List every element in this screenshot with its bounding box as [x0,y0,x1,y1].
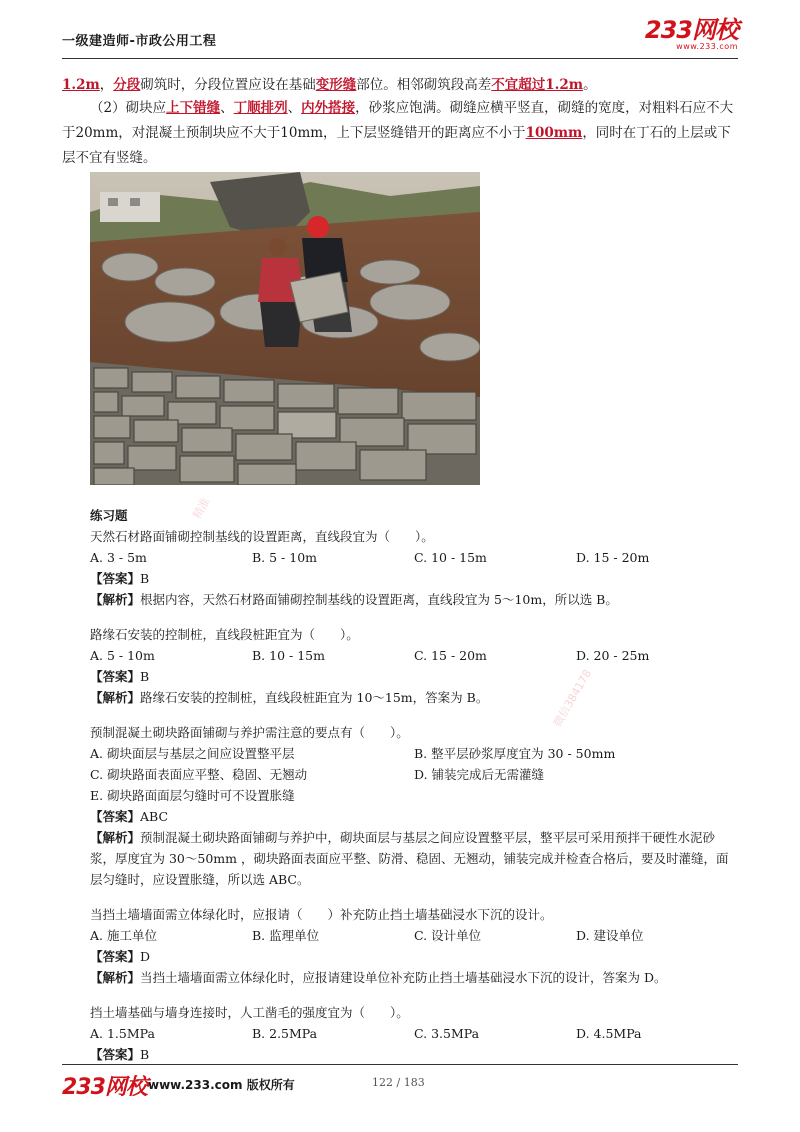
question-options [90,645,730,666]
analysis-line [90,827,730,890]
question-1 [90,526,730,610]
analysis-label: 【解析】 [90,690,141,705]
option-d: D. 20 - 25m [576,648,650,663]
brand-logo-url: www.233.com [676,42,738,51]
highlight-term: 丁顺排列 [233,100,288,116]
question-options [90,547,730,568]
text-run: 。 [583,77,597,93]
footer-brand-logo: 233网校 [62,1075,147,1100]
answer-value: B [140,669,150,684]
analysis-label: 【解析】 [90,830,141,845]
option-d: D. 4.5MPa [576,1026,642,1041]
highlight-term: 100mm [525,125,583,141]
highlight-term: 不宜超过1.2m [491,77,584,93]
text-run: ，砂浆应饱满。砌缝应横平竖直，砌缝的宽度，对粗料石应不大于20mm，对混凝土预制块应不大于10mm，上下层竖缝错开的距离应不小于 [62,100,734,141]
option-b: B. 整平层砂浆厚度宜为 30 - 50mm [414,746,616,761]
footer-divider [62,1064,738,1065]
stone-masonry-photo [90,172,480,485]
stone-masonry-illustration [90,172,480,485]
question-2 [90,624,730,708]
text-run: ， [99,77,114,93]
option-c: C. 砌块路面表面应平整、稳固、无翘动 [90,767,308,782]
option-a: A. 施工单位 [90,928,157,943]
option-d: D. 15 - 20m [576,550,650,565]
watermark-text: 微信384178 [550,667,595,730]
intro-paragraph-1 [62,73,742,98]
question-text: 当挡土墙墙面需立体绿化时，应报请（ ）补充防止挡土墙基础浸水下沉的设计。 [90,907,553,922]
text-run: 、 [287,100,302,116]
answer-value: D [140,949,151,964]
option-c: C. 10 - 15m [414,550,487,565]
option-b: B. 10 - 15m [252,648,325,663]
question-options [90,925,730,946]
highlight-term: 变形缝 [315,77,357,93]
option-d: D. 建设单位 [576,928,644,943]
answer-label: 【答案】 [90,809,141,824]
answer-value: ABC [140,809,169,824]
question-4 [90,904,730,988]
highlight-term: 分段 [113,77,141,93]
question-5 [90,1002,730,1065]
document-header-title: 一级建造师-市政公用工程 [62,34,217,49]
watermark-text: 精准 [190,495,213,522]
text-run: 砌筑时，分段位置应设在基础 [140,77,316,93]
answer-line [90,1044,730,1065]
analysis-label: 【解析】 [90,970,141,985]
option-c: C. 3.5MPa [414,1026,480,1041]
option-b: B. 2.5MPa [252,1026,318,1041]
option-a: A. 5 - 10m [90,648,155,663]
answer-line [90,806,730,827]
highlight-term: 1.2m [62,77,100,93]
highlight-term: 上下错缝 [166,100,221,116]
exercises-heading: 练习题 [90,508,128,523]
question-options [90,1023,730,1044]
analysis-line [90,687,730,708]
analysis-label: 【解析】 [90,592,141,607]
text-run: （2）砌块应 [90,100,167,116]
option-b: B. 监理单位 [252,928,320,943]
page-number: 122 / 183 [372,1076,425,1089]
option-d: D. 铺装完成后无需灌缝 [414,767,545,782]
analysis-text: 当挡土墙墙面需立体绿化时，应报请建设单位补充防止挡土墙基础浸水下沉的设计，答案为 D。 [140,970,667,985]
question-3 [90,722,730,890]
question-text: 预制混凝土砌块路面铺砌与养护需注意的要点有（ ）。 [90,725,409,740]
intro-paragraph-2 [62,96,742,171]
answer-line [90,568,730,589]
option-a: A. 3 - 5m [90,550,147,565]
question-text: 挡土墙基础与墙身连接时，人工凿毛的强度宜为（ ）。 [90,1005,409,1020]
analysis-text: 路缘石安装的控制桩，直线段桩距宜为 10～15m，答案为 B。 [140,690,489,705]
question-text: 路缘石安装的控制桩，直线段桩距宜为（ ）。 [90,627,359,642]
answer-line [90,666,730,687]
text-run: 、 [220,100,234,116]
question-text: 天然石材路面铺砌控制基线的设置距离，直线段宜为（ ）。 [90,529,434,544]
answer-label: 【答案】 [90,669,141,684]
analysis-line [90,589,730,610]
option-b: B. 5 - 10m [252,550,318,565]
analysis-line [90,967,730,988]
option-c: C. 15 - 20m [414,648,487,663]
answer-label: 【答案】 [90,571,141,586]
answer-label: 【答案】 [90,949,141,964]
option-a: A. 砌块面层与基层之间应设置整平层 [90,746,295,761]
highlight-term: 内外搭接 [301,100,356,116]
footer-site-link[interactable]: www.233.com 版权所有 [148,1078,295,1092]
header-divider [62,58,738,59]
option-c: C. 设计单位 [414,928,482,943]
analysis-text: 根据内容，天然石材路面铺砌控制基线的设置距离，直线段宜为 5～10m，所以选 B。 [140,592,618,607]
question-options [90,764,730,785]
answer-value: B [140,1047,150,1062]
answer-label: 【答案】 [90,1047,141,1062]
answer-line [90,946,730,967]
brand-logo [645,18,738,51]
question-options [90,743,730,764]
text-run: 部位。相邻砌筑段高差 [356,77,492,93]
answer-value: B [140,571,150,586]
text-run: ，同时在丁石的上层或下层不宜有竖缝。 [62,125,731,166]
option-e: E. 砌块路面面层匀缝时可不设置胀缝 [90,788,295,803]
brand-logo-text: 233网校 [644,16,738,44]
analysis-text: 预制混凝土砌块路面铺砌与养护中，砌块面层与基层之间应设置整平层，整平层可采用预拌干硬性水泥砂浆，厚度宜为 30～50mm ，砌块路面表面应平整、防滑、稳固、无翘动，铺装完成并检查合格后，要及时灌缝，面层匀缝时，应设置胀缝，所以选 ABC。 [90,830,729,887]
exercises-section [90,505,730,1065]
option-a: A. 1.5MPa [90,1026,155,1041]
